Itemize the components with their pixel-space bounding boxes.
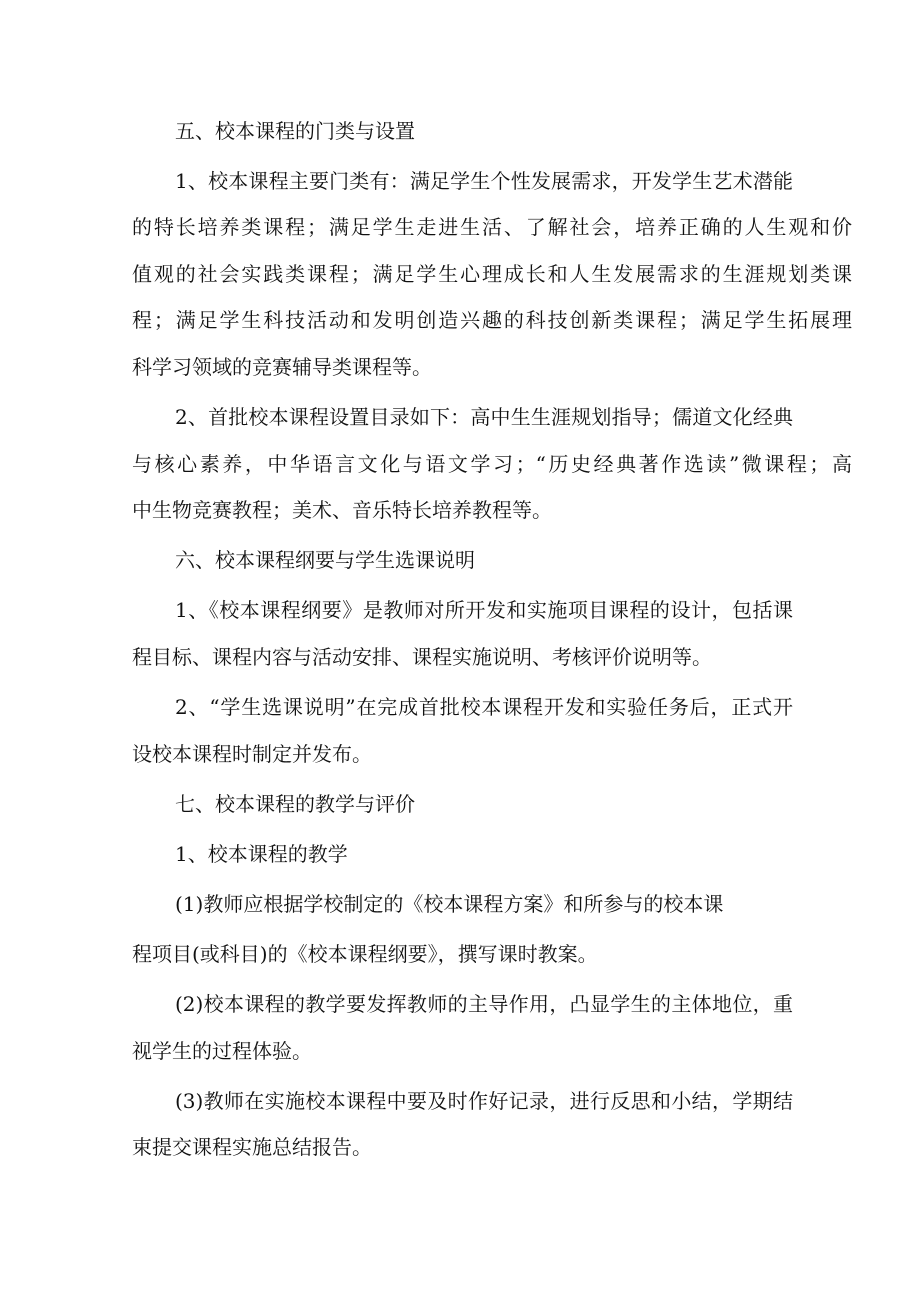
paragraph-line: (2)校本课程的教学要发挥教师的主导作用，凸显学生的主体地位，重	[175, 992, 793, 1016]
paragraph-line: (3)教师在实施校本课程中要及时作好记录，进行反思和小结，学期结	[175, 1089, 793, 1113]
subheading-teaching: 1、校本课程的教学	[175, 842, 348, 866]
paragraph-line: 科学习领域的竞赛辅导类课程等。	[132, 355, 432, 379]
paragraph-line: (1)教师应根据学校制定的《校本课程方案》和所参与的校本课	[175, 892, 724, 916]
paragraph-line: 2、首批校本课程设置目录如下：高中生生涯规划指导；儒道文化经典	[175, 405, 793, 429]
paragraph-line: 值观的社会实践类课程；满足学生心理成长和人生发展需求的生涯规划类课	[132, 262, 852, 286]
paragraph-line: 程项目(或科目)的《校本课程纲要》，撰写课时教案。	[132, 942, 598, 966]
paragraph-line: 中生物竞赛教程；美术、音乐特长培养教程等。	[132, 498, 552, 522]
paragraph-line: 程目标、课程内容与活动安排、课程实施说明、考核评价说明等。	[132, 645, 712, 669]
paragraph-line: 2、“学生选课说明”在完成首批校本课程开发和实验任务后，正式开	[175, 695, 793, 719]
paragraph-line: 1、《校本课程纲要》是教师对所开发和实施项目课程的设计，包括课	[175, 598, 793, 622]
heading-section-6: 六、校本课程纲要与学生选课说明	[175, 548, 475, 572]
paragraph-line: 的特长培养类课程；满足学生走进生活、了解社会，培养正确的人生观和价	[132, 215, 852, 239]
paragraph-line: 程；满足学生科技活动和发明创造兴趣的科技创新类课程；满足学生拓展理	[132, 308, 852, 332]
paragraph-line: 1、校本课程主要门类有：满足学生个性发展需求，开发学生艺术潜能	[175, 169, 793, 193]
paragraph-line: 视学生的过程体验。	[132, 1039, 312, 1063]
paragraph-line: 束提交课程实施总结报告。	[132, 1135, 372, 1159]
heading-section-7: 七、校本课程的教学与评价	[175, 792, 415, 816]
heading-section-5: 五、校本课程的门类与设置	[175, 119, 415, 143]
paragraph-line: 与核心素养，中华语言文化与语文学习；“历史经典著作选读”微课程；高	[132, 452, 852, 476]
paragraph-line: 设校本课程时制定并发布。	[132, 742, 372, 766]
